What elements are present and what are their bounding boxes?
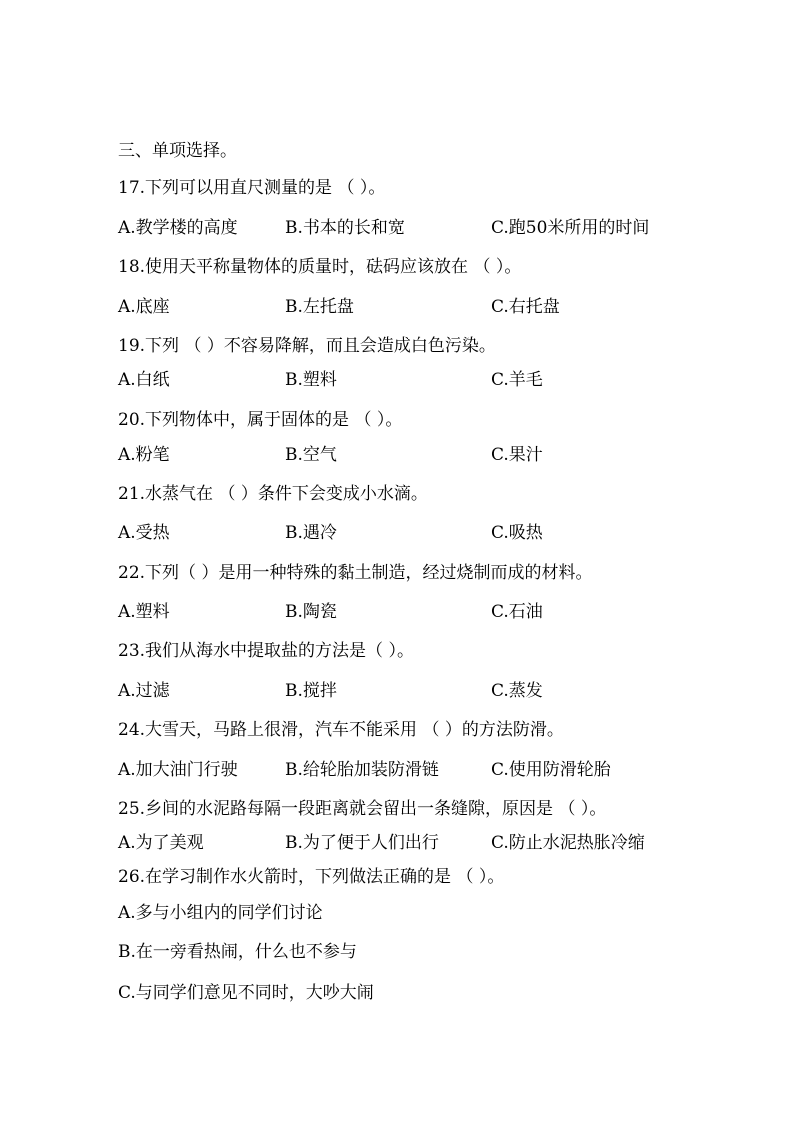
question-23-option-c: C.蒸发 <box>491 681 543 701</box>
question-25-option-b: B.为了便于人们出行 <box>285 833 439 853</box>
question-17-stem: 17.下列可以用直尺测量的是 （ ）。 <box>118 178 386 198</box>
question-24-option-a: A.加大油门行驶 <box>118 760 238 780</box>
question-24-stem: 24.大雪天，马路上很滑，汽车不能采用 （ ）的方法防滑。 <box>118 720 564 740</box>
question-19-option-a: A.白纸 <box>118 370 170 390</box>
question-26-stem: 26.在学习制作水火箭时，下列做法正确的是 （ ）。 <box>118 867 505 887</box>
question-18-stem: 18.使用天平称量物体的质量时，砝码应该放在 （ ）。 <box>118 257 522 277</box>
question-26-option-c: C.与同学们意见不同时，大吵大闹 <box>118 983 374 1003</box>
question-19-stem: 19.下列 （ ）不容易降解，而且会造成白色污染。 <box>118 336 496 356</box>
question-21-stem: 21.水蒸气在 （ ）条件下会变成小水滴。 <box>118 484 428 504</box>
question-18-option-c: C.右托盘 <box>491 297 560 317</box>
question-18-option-b: B.左托盘 <box>285 297 354 317</box>
question-23-option-a: A.过滤 <box>118 681 170 701</box>
question-20-option-a: A.粉笔 <box>118 445 170 465</box>
question-23-option-b: B.搅拌 <box>285 681 337 701</box>
question-18-option-a: A.底座 <box>118 297 170 317</box>
question-20-option-b: B.空气 <box>285 445 337 465</box>
question-25-option-a: A.为了美观 <box>118 833 204 853</box>
question-19-option-b: B.塑料 <box>285 370 337 390</box>
question-20-stem: 20.下列物体中，属于固体的是 （ ）。 <box>118 410 403 430</box>
question-22-option-a: A.塑料 <box>118 602 170 622</box>
question-26-option-b: B.在一旁看热闹，什么也不参与 <box>118 942 357 962</box>
question-22-option-b: B.陶瓷 <box>285 602 337 622</box>
question-26-option-a: A.多与小组内的同学们讨论 <box>118 903 323 923</box>
question-17-option-c: C.跑50米所用的时间 <box>491 218 650 238</box>
question-20-option-c: C.果汁 <box>491 445 543 465</box>
question-21-option-c: C.吸热 <box>491 523 543 543</box>
question-21-option-b: B.遇冷 <box>285 523 337 543</box>
question-23-stem: 23.我们从海水中提取盐的方法是（ ）。 <box>118 641 414 661</box>
question-19-option-c: C.羊毛 <box>491 370 543 390</box>
question-17-option-a: A.教学楼的高度 <box>118 218 238 238</box>
question-24-option-b: B.给轮胎加装防滑链 <box>285 760 439 780</box>
question-25-option-c: C.防止水泥热胀冷缩 <box>491 833 645 853</box>
question-25-stem: 25.乡间的水泥路每隔一段距离就会留出一条缝隙，原因是 （ ）。 <box>118 799 607 819</box>
question-17-option-b: B.书本的长和宽 <box>285 218 405 238</box>
question-22-stem: 22.下列（ ）是用一种特殊的黏土制造，经过烧制而成的材料。 <box>118 563 593 583</box>
question-22-option-c: C.石油 <box>491 602 543 622</box>
section-title: 三、单项选择。 <box>118 141 237 161</box>
question-24-option-c: C.使用防滑轮胎 <box>491 760 611 780</box>
question-21-option-a: A.受热 <box>118 523 170 543</box>
